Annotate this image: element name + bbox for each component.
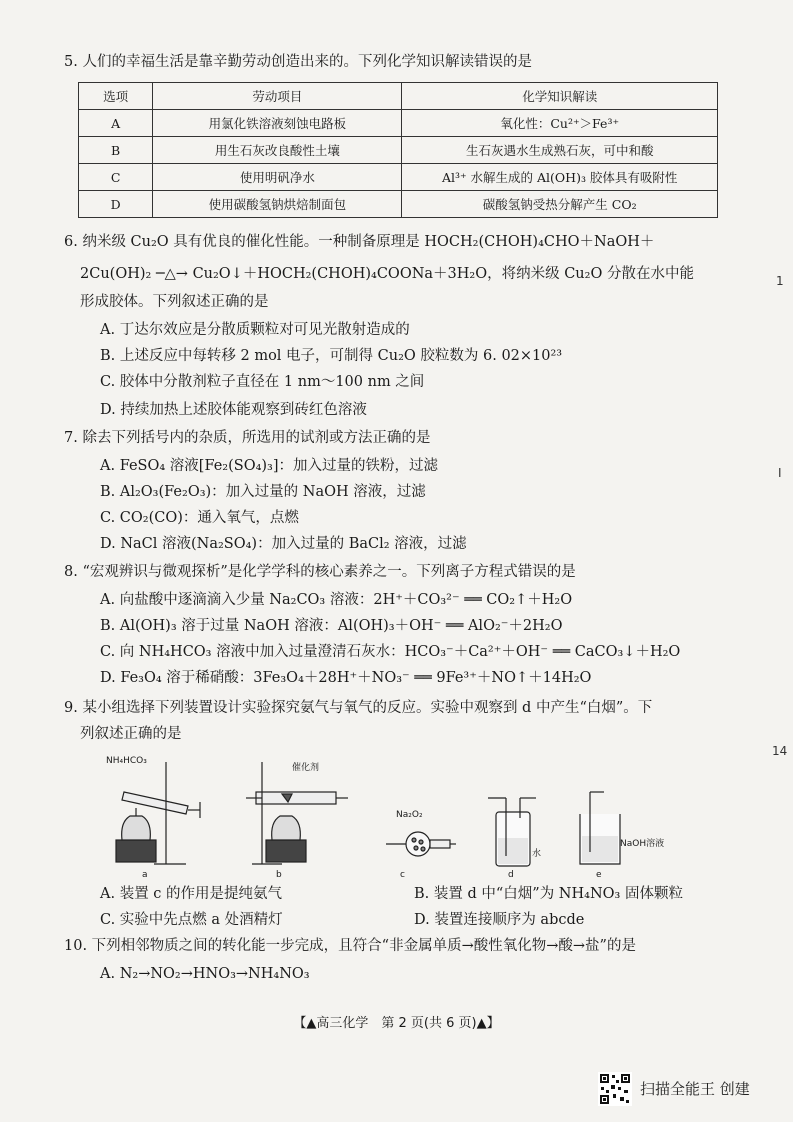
q8-option-a: A. 向盐酸中逐滴滴入少量 Na₂CO₃ 溶液：2H⁺＋CO₃²⁻ ══ CO₂↑＋H₂O: [100, 592, 573, 608]
scanner-brand: 扫描全能王 创建: [640, 1080, 750, 1098]
label-water: 水: [532, 849, 542, 859]
label-a: a: [142, 870, 148, 880]
page-footer: 【▲高三化学 第 2 页(共 6 页)▲】: [293, 1016, 500, 1031]
table-cell: C: [79, 164, 153, 191]
q6-stem-line3: 形成胶体。下列叙述正确的是: [80, 294, 269, 310]
q6-option-d: D. 持续加热上述胶体能观察到砖红色溶液: [100, 402, 367, 418]
apparatus-c: [386, 832, 456, 856]
table-header: 化学知识解读: [402, 83, 718, 110]
q8-stem: 8. “宏观辨识与微观探析”是化学学科的核心素养之一。下列离子方程式错误的是: [64, 564, 576, 580]
label-catalyst: 催化剂: [292, 763, 320, 773]
table-cell: 生石灰遇水生成熟石灰，可中和酸: [402, 137, 718, 164]
q7-option-c: C. CO₂(CO)：通入氧气，点燃: [100, 510, 299, 526]
q5-stem: 5. 人们的幸福生活是靠辛勤劳动创造出来的。下列化学知识解读错误的是: [64, 54, 532, 70]
q9-stem-line2: 列叙述正确的是: [80, 726, 182, 742]
table-header-row: [79, 83, 718, 110]
q5-table: [78, 82, 718, 218]
q6-option-b: B. 上述反应中每转移 2 mol 电子，可制得 Cu₂O 胶粒数为 6. 02×10²³: [100, 348, 563, 364]
q10-stem: 10. 下列相邻物质之间的转化能一步完成，且符合“非金属单质→酸性氧化物→酸→盐”的是: [64, 938, 636, 954]
table-row: [79, 137, 718, 164]
q9-option-a: A. 装置 c 的作用是提纯氨气: [100, 886, 283, 902]
q6-option-c: C. 胶体中分散剂粒子直径在 1 nm～100 nm 之间: [100, 374, 425, 390]
label-c: c: [400, 870, 405, 880]
q7-stem: 7. 除去下列括号内的杂质，所选用的试剂或方法正确的是: [64, 430, 431, 446]
q6-option-a: A. 丁达尔效应是分散质颗粒对可见光散射造成的: [100, 322, 410, 338]
q9-option-b: B. 装置 d 中“白烟”为 NH₄NO₃ 固体颗粒: [414, 886, 683, 902]
q6-stem-line2: 2Cu(OH)₂ ─△→ Cu₂O↓＋HOCH₂(CHOH)₄COONa＋3H₂O，将纳米级 Cu₂O 分散在水中能: [80, 266, 694, 282]
table-row: [79, 164, 718, 191]
label-naoh: NaOH溶液: [620, 839, 665, 849]
table-row: [79, 110, 718, 137]
q7-option-b: B. Al₂O₃(Fe₂O₃)：加入过量的 NaOH 溶液，过滤: [100, 484, 426, 500]
table-cell: 碳酸氢钠受热分解产生 CO₂: [402, 191, 718, 218]
q10-option-a: A. N₂→NO₂→HNO₃→NH₄NO₃: [100, 966, 310, 982]
table-cell: 用生石灰改良酸性土壤: [153, 137, 402, 164]
apparatus-b: [246, 762, 348, 864]
q8-option-c: C. 向 NH₄HCO₃ 溶液中加入过量澄清石灰水：HCO₃⁻＋Ca²⁺＋OH⁻ ══ CaCO₃↓＋H₂O: [100, 644, 681, 660]
q6-stem-line1: 6. 纳米级 Cu₂O 具有优良的催化性能。一种制备原理是 HOCH₂(CHOH)₄CHO＋NaOH＋: [64, 234, 655, 250]
qr-code-icon: [598, 1072, 632, 1106]
apparatus-a: [116, 762, 200, 864]
margin-mark: 1: [776, 274, 784, 288]
apparatus-figure: [96, 752, 716, 882]
table-cell: D: [79, 191, 153, 218]
q9-option-c: C. 实验中先点燃 a 处酒精灯: [100, 912, 283, 928]
table-cell: 使用明矾净水: [153, 164, 402, 191]
q7-option-a: A. FeSO₄ 溶液[Fe₂(SO₄)₃]：加入过量的铁粉，过滤: [100, 458, 439, 474]
table-header: 选项: [79, 83, 153, 110]
table-cell: B: [79, 137, 153, 164]
table-cell: Al³⁺ 水解生成的 Al(OH)₃ 胶体具有吸附性: [402, 164, 718, 191]
label-na2o2: Na₂O₂: [396, 810, 423, 820]
apparatus-e: [580, 792, 620, 864]
table-cell: 用氯化铁溶液刻蚀电路板: [153, 110, 402, 137]
q8-option-b: B. Al(OH)₃ 溶于过量 NaOH 溶液：Al(OH)₃＋OH⁻ ══ AlO₂⁻＋2H₂O: [100, 618, 563, 634]
label-e: e: [596, 870, 602, 880]
margin-mark: I: [778, 466, 782, 480]
apparatus-d: [488, 798, 536, 866]
q9-option-d: D. 装置连接顺序为 abcde: [414, 912, 585, 928]
q9-stem-line1: 9. 某小组选择下列装置设计实验探究氨气与氧气的反应。实验中观察到 d 中产生“白烟”。下: [64, 700, 653, 716]
table-cell: 使用碳酸氢钠烘焙制面包: [153, 191, 402, 218]
label-d: d: [508, 870, 514, 880]
table-header: 劳动项目: [153, 83, 402, 110]
table-cell: 氧化性：Cu²⁺＞Fe³⁺: [402, 110, 718, 137]
q7-option-d: D. NaCl 溶液(Na₂SO₄)：加入过量的 BaCl₂ 溶液，过滤: [100, 536, 467, 552]
table-row: [79, 191, 718, 218]
label-b: b: [276, 870, 282, 880]
q8-option-d: D. Fe₃O₄ 溶于稀硝酸：3Fe₃O₄＋28H⁺＋NO₃⁻ ══ 9Fe³⁺＋NO↑＋14H₂O: [100, 670, 592, 686]
label-nh4hco3: NH₄HCO₃: [106, 756, 147, 766]
table-cell: A: [79, 110, 153, 137]
margin-mark: 14: [772, 744, 788, 758]
